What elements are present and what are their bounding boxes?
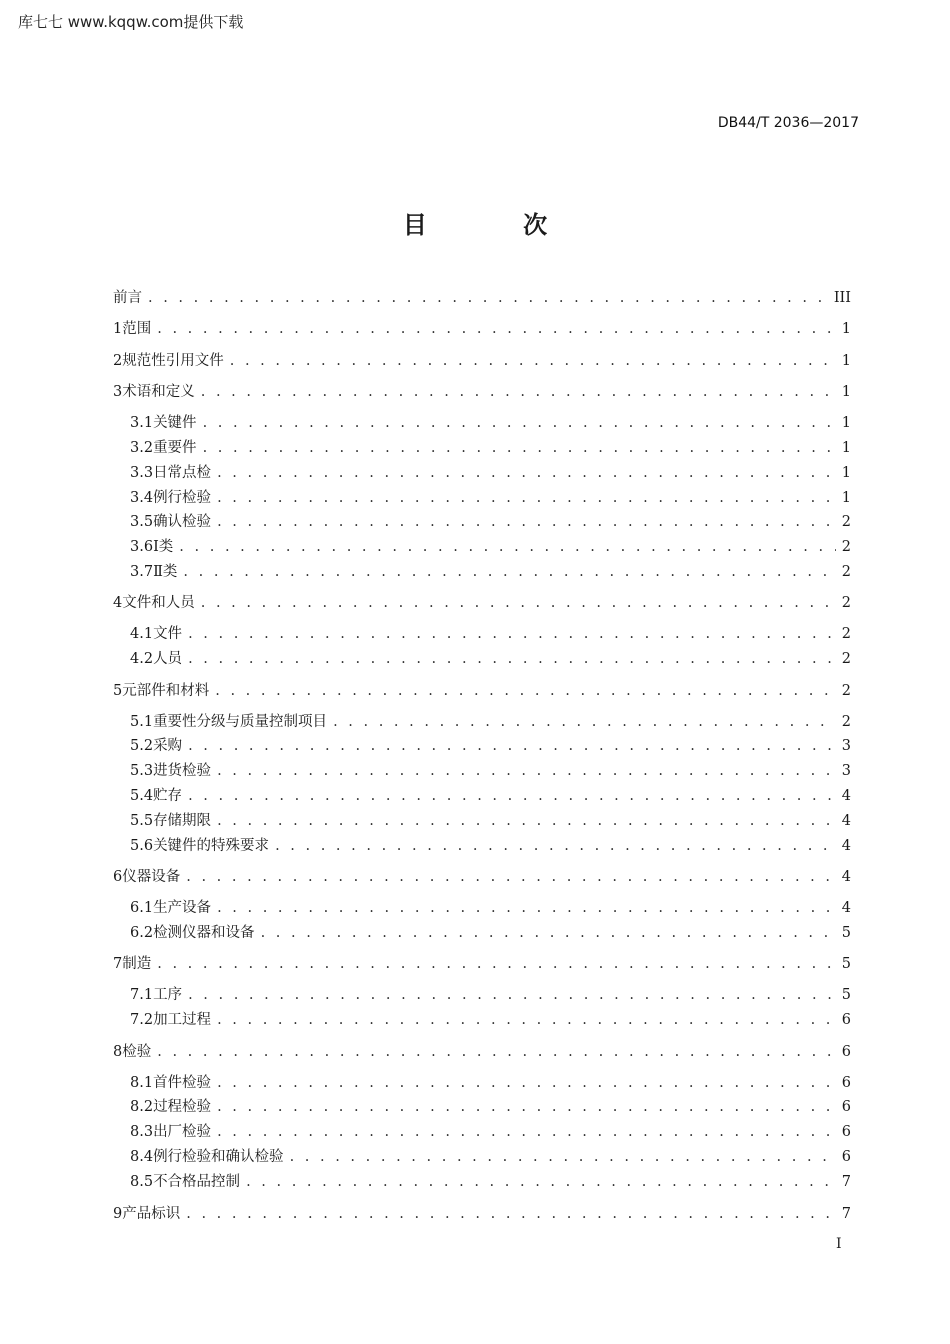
dot-leader — [188, 984, 836, 1006]
dot-leader — [188, 648, 836, 670]
toc-entry-page: 5 — [841, 987, 851, 1003]
toc-entry-title: 进货检验 — [153, 763, 212, 779]
toc-entry[interactable] — [113, 318, 851, 340]
toc-entry-title: 存储期限 — [153, 813, 212, 829]
toc-entry-number: 3.4 — [130, 490, 154, 506]
toc-entry-page: 6 — [841, 1124, 851, 1140]
toc-entry-title: 规范性引用文件 — [122, 353, 224, 369]
toc-entry-number: 9 — [113, 1206, 123, 1222]
dot-leader — [290, 1146, 836, 1168]
toc-entry-number: 3.5 — [130, 514, 154, 530]
page-title: 目 次 — [402, 211, 592, 239]
toc-entry[interactable] — [130, 711, 851, 733]
toc-entry-number: 3.2 — [130, 440, 154, 456]
toc-entry-title: 例行检验和确认检验 — [153, 1149, 284, 1165]
toc-entry[interactable] — [113, 680, 851, 702]
toc-entry-number: 5.3 — [130, 763, 154, 779]
toc-entry[interactable] — [113, 592, 851, 614]
toc-entry[interactable] — [113, 1203, 851, 1225]
dot-leader — [179, 536, 835, 558]
toc-entry-page: 1 — [841, 321, 851, 337]
toc-entry-title: 文件和人员 — [122, 595, 195, 611]
toc-entry-title: 制造 — [122, 956, 152, 972]
toc-entry-number: 4 — [113, 595, 123, 611]
toc-entry-number: 8.1 — [130, 1075, 154, 1091]
toc-entry-page: III — [833, 290, 851, 306]
toc-entry-number: 8 — [113, 1044, 123, 1060]
toc-entry-number: 3 — [113, 384, 123, 400]
toc-entry-page: 2 — [841, 539, 851, 555]
toc-entry-title: 元部件和材料 — [122, 683, 210, 699]
dot-leader — [217, 511, 836, 533]
toc-entry[interactable] — [130, 1072, 851, 1094]
toc-entry[interactable] — [130, 785, 851, 807]
toc-entry-title: 重要件 — [153, 440, 197, 456]
toc-entry[interactable] — [130, 536, 851, 558]
toc-entry-title: 检测仪器和设备 — [153, 925, 255, 941]
dot-leader — [157, 1041, 836, 1063]
toc-entry-title: 前言 — [113, 290, 142, 306]
dot-leader — [217, 760, 836, 782]
toc-entry-page: 1 — [841, 384, 851, 400]
toc-entry[interactable] — [130, 897, 851, 919]
dot-leader — [186, 866, 836, 888]
toc-entry-page: 1 — [841, 465, 851, 481]
toc-entry[interactable] — [130, 1009, 851, 1031]
toc-entry-number: 6 — [113, 869, 123, 885]
toc-entry[interactable] — [130, 810, 851, 832]
toc-entry-page: 1 — [841, 415, 851, 431]
toc-entry-title: 日常点检 — [153, 465, 212, 481]
toc-entry-page: 4 — [841, 788, 851, 804]
dot-leader — [215, 680, 836, 702]
toc-entry-page: 7 — [841, 1174, 851, 1190]
toc-entry-page: 3 — [841, 738, 851, 754]
toc-entry-page: 5 — [841, 925, 851, 941]
toc-entry-number: 5.1 — [130, 714, 154, 730]
toc-entry-page: 2 — [841, 564, 851, 580]
toc-entry[interactable] — [130, 1096, 851, 1118]
dot-leader — [333, 711, 836, 733]
dot-leader — [188, 623, 836, 645]
toc-entry-title: 加工过程 — [153, 1012, 212, 1028]
toc-entry-number: 5.2 — [130, 738, 154, 754]
toc-entry-page: 4 — [841, 838, 851, 854]
toc-entry[interactable] — [130, 648, 851, 670]
toc-entry-number: 5.5 — [130, 813, 154, 829]
toc-entry[interactable] — [130, 922, 851, 944]
toc-entry[interactable] — [130, 1121, 851, 1143]
toc-entry-page: 6 — [841, 1075, 851, 1091]
toc-entry-title: 检验 — [122, 1044, 152, 1060]
toc-entry-title: 范围 — [122, 321, 152, 337]
toc-entry-title: 关键件 — [153, 415, 197, 431]
dot-leader — [201, 592, 836, 614]
toc-entry-number: 5.4 — [130, 788, 154, 804]
toc-entry-page: 6 — [841, 1099, 851, 1115]
toc-entry-number: 4.2 — [130, 651, 154, 667]
toc-entry-number: 8.5 — [130, 1174, 154, 1190]
toc-entry-number: 7.1 — [130, 987, 154, 1003]
toc-entry-page: 2 — [841, 651, 851, 667]
toc-entry[interactable] — [130, 412, 851, 434]
dot-leader — [275, 835, 836, 857]
toc-entry-page: 2 — [841, 514, 851, 530]
toc-entry-title: Ⅱ类 — [153, 564, 178, 580]
dot-leader — [203, 412, 836, 434]
dot-leader — [188, 735, 836, 757]
toc-entry-page: 1 — [841, 353, 851, 369]
toc-entry-title: 工序 — [153, 987, 183, 1003]
dot-leader — [217, 1096, 836, 1118]
dot-leader — [246, 1171, 836, 1193]
toc-entry-title: 贮存 — [153, 788, 183, 804]
toc-entry[interactable] — [130, 623, 851, 645]
toc-entry[interactable] — [130, 1171, 851, 1193]
toc-entry-title: 不合格品控制 — [153, 1174, 241, 1190]
toc-entry-number: 3.1 — [130, 415, 154, 431]
toc-entry-page: 4 — [841, 900, 851, 916]
toc-entry-page: 2 — [841, 595, 851, 611]
dot-leader — [217, 1072, 836, 1094]
dot-leader — [217, 1121, 836, 1143]
dot-leader — [157, 318, 836, 340]
toc-entry-title: 过程检验 — [153, 1099, 212, 1115]
toc-entry[interactable] — [130, 760, 851, 782]
toc-entry[interactable] — [130, 437, 851, 459]
toc-entry-number: 5.6 — [130, 838, 154, 854]
dot-leader — [157, 953, 836, 975]
dot-leader — [183, 561, 835, 583]
toc-entry-number: 8.4 — [130, 1149, 154, 1165]
toc-entry-page: 6 — [841, 1012, 851, 1028]
toc-entry-title: 出厂检验 — [153, 1124, 212, 1140]
dot-leader — [217, 487, 836, 509]
toc-entry-page: 4 — [841, 869, 851, 885]
dot-leader — [217, 462, 836, 484]
toc-entry-number: 5 — [113, 683, 123, 699]
footer-page-number: I — [836, 1236, 842, 1252]
toc-entry-number: 6.1 — [130, 900, 154, 916]
toc-entry[interactable] — [113, 866, 851, 888]
toc-entry-title: 例行检验 — [153, 490, 212, 506]
dot-leader — [186, 1203, 836, 1225]
toc-entry[interactable] — [130, 561, 851, 583]
toc-entry-page: 3 — [841, 763, 851, 779]
toc-entry-number: 4.1 — [130, 626, 154, 642]
toc-entry-title: 采购 — [153, 738, 183, 754]
toc-entry[interactable] — [113, 381, 851, 403]
toc-entry[interactable] — [113, 1041, 851, 1063]
toc-entry-page: 2 — [841, 683, 851, 699]
toc-entry[interactable] — [113, 287, 851, 309]
toc-entry-page: 7 — [841, 1206, 851, 1222]
toc-entry-title: 仪器设备 — [122, 869, 181, 885]
dot-leader — [230, 350, 836, 372]
toc-entry-title: Ⅰ类 — [153, 539, 174, 555]
toc-entry-title: 术语和定义 — [122, 384, 195, 400]
toc-entry-title: 文件 — [153, 626, 183, 642]
toc-entry-number: 3.6 — [130, 539, 154, 555]
toc-entry[interactable] — [130, 462, 851, 484]
toc-entry[interactable] — [130, 835, 851, 857]
dot-leader — [217, 897, 836, 919]
dot-leader — [148, 287, 828, 309]
toc-entry-title: 确认检验 — [153, 514, 212, 530]
toc-entry[interactable] — [130, 735, 851, 757]
toc-entry-page: 1 — [841, 490, 851, 506]
toc-entry-number: 3.3 — [130, 465, 154, 481]
toc-entry-number: 3.7 — [130, 564, 154, 580]
toc-entry-number: 7.2 — [130, 1012, 154, 1028]
toc-entry-title: 首件检验 — [153, 1075, 212, 1091]
toc-entry-page: 6 — [841, 1044, 851, 1060]
toc-entry-title: 关键件的特殊要求 — [153, 838, 270, 854]
dot-leader — [261, 922, 836, 944]
toc-entry-page: 2 — [841, 714, 851, 730]
toc-entry[interactable] — [130, 487, 851, 509]
dot-leader — [217, 1009, 836, 1031]
dot-leader — [188, 785, 836, 807]
dot-leader — [203, 437, 836, 459]
toc-entry[interactable] — [113, 350, 851, 372]
dot-leader — [217, 810, 836, 832]
toc-entry-page: 2 — [841, 626, 851, 642]
toc-entry-number: 8.2 — [130, 1099, 154, 1115]
toc-entry-title: 重要性分级与质量控制项目 — [153, 714, 328, 730]
toc-entry-page: 1 — [841, 440, 851, 456]
toc-entry-number: 7 — [113, 956, 123, 972]
toc-entry-number: 2 — [113, 353, 123, 369]
toc-entry-page: 4 — [841, 813, 851, 829]
toc-entry[interactable] — [130, 1146, 851, 1168]
standard-number: DB44/T 2036—2017 — [717, 115, 859, 131]
toc-entry-title: 生产设备 — [153, 900, 212, 916]
toc-entry-number: 6.2 — [130, 925, 154, 941]
toc-entry[interactable] — [113, 953, 851, 975]
toc-entry-page: 6 — [841, 1149, 851, 1165]
watermark-text: 库七七 www.kqqw.com提供下载 — [18, 13, 244, 31]
toc-entry-number: 8.3 — [130, 1124, 154, 1140]
toc-entry-title: 产品标识 — [122, 1206, 181, 1222]
toc-entry-number: 1 — [113, 321, 123, 337]
dot-leader — [201, 381, 836, 403]
toc-entry-title: 人员 — [153, 651, 183, 667]
toc-entry-page: 5 — [841, 956, 851, 972]
toc-entry[interactable] — [130, 984, 851, 1006]
toc-entry[interactable] — [130, 511, 851, 533]
